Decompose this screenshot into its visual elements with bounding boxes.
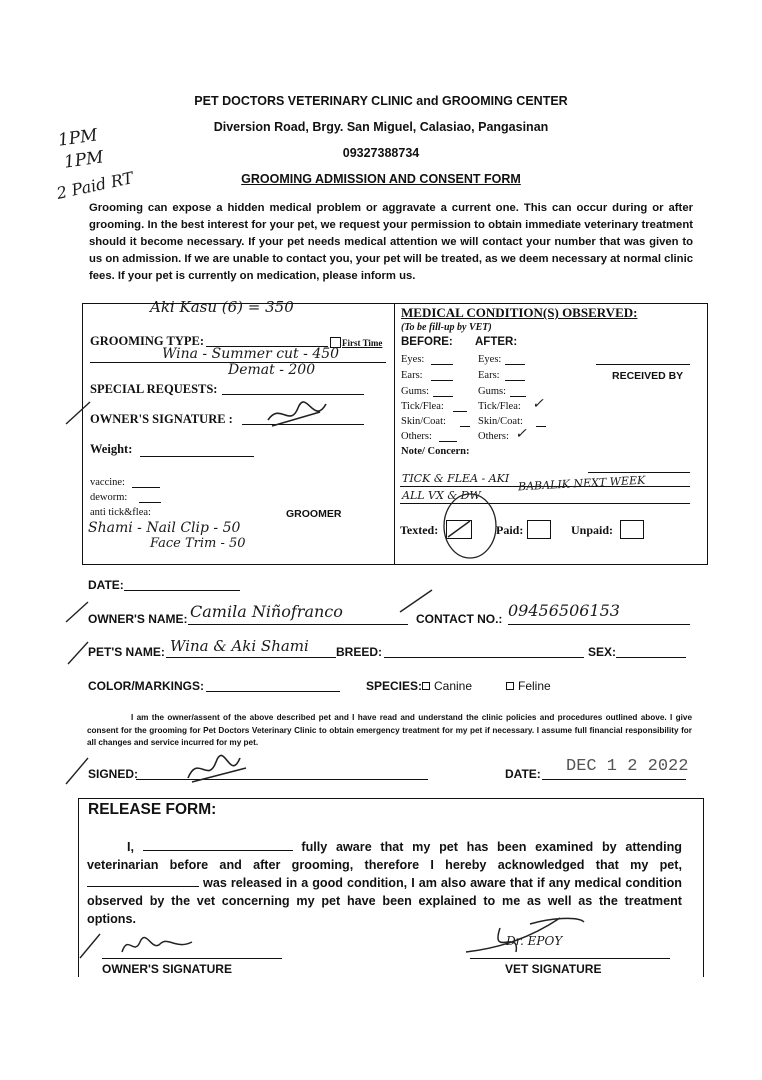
before-others: Others:: [401, 431, 432, 442]
sex-field[interactable]: [616, 657, 686, 658]
note-hand-babalik: BABALIK NEXT WEEK: [517, 473, 646, 494]
hand-wina-summer: Wina - Summer cut - 450: [162, 346, 340, 362]
date-label: DATE:: [88, 578, 124, 592]
paid-checkbox[interactable]: [527, 520, 551, 539]
anti-tick-label: anti tick&flea:: [90, 507, 151, 518]
note-concern-label: Note/ Concern:: [401, 446, 470, 457]
margin-note-1: 1PM: [56, 125, 99, 151]
after-ears: Ears:: [478, 370, 500, 381]
after-eyes: Eyes:: [478, 354, 502, 365]
before-skin-coat: Skin/Coat:: [401, 416, 446, 427]
note-hand-tick-flea: TICK & FLEA - AKI: [402, 472, 510, 485]
margin-note-3: 2 Paid RT: [54, 168, 135, 203]
clinic-phone: 09327388734: [342, 146, 420, 160]
before-eyes-field[interactable]: [431, 364, 453, 365]
after-label: AFTER:: [475, 336, 518, 348]
feline-checkbox[interactable]: [506, 682, 514, 690]
note-line-1[interactable]: [588, 472, 690, 473]
owner-name-label: OWNER'S NAME:: [88, 612, 188, 626]
clinic-name: PET DOCTORS VETERINARY CLINIC and GROOMING CENTER: [194, 94, 568, 108]
check-mark-left: [64, 400, 94, 426]
intro-paragraph: Grooming can expose a hidden medical problem or aggravate a current one. This can occur during or after grooming. In the best interest for your pet, we request your permission to obtain immediate veterinary treatment should it become necessary. If your pet needs medical attention we will contact your number that was given to us on admission. If we are unable to contact you, your pet will be treated, as we deem necessary at normal clinic fees. If your pet is currently on medication, please inform us.: [89, 202, 693, 282]
before-others-field[interactable]: [439, 441, 457, 442]
sex-label: SEX:: [588, 645, 617, 659]
before-tick-flea-field[interactable]: [453, 411, 467, 412]
breed-field[interactable]: [384, 657, 584, 658]
hand-aki-kasu: Aki Kasu (6) = 350: [150, 298, 294, 316]
color-markings-label: COLOR/MARKINGS:: [88, 679, 204, 693]
before-ears-field[interactable]: [431, 380, 453, 381]
check-mark-signed: [64, 756, 90, 786]
hand-demat: Demat - 200: [228, 362, 316, 378]
before-ears: Ears:: [401, 370, 423, 381]
check-mark-release: [78, 932, 102, 960]
before-skin-coat-field[interactable]: [460, 426, 470, 427]
date-field[interactable]: [124, 590, 240, 591]
date-stamp: DEC 1 2 2022: [566, 757, 689, 776]
received-by-label: RECEIVED BY: [612, 370, 684, 382]
release-owner-signature-scribble: [118, 930, 198, 960]
special-requests-field[interactable]: [222, 394, 364, 395]
owner-name-field[interactable]: [188, 624, 408, 625]
check-mark-owner: [64, 600, 90, 624]
after-tick-flea-check: ✓: [532, 396, 544, 412]
medical-condition-title: MEDICAL CONDITION(S) OBSERVED:: [401, 305, 638, 320]
grooming-type-label: GROOMING TYPE:: [90, 334, 205, 348]
unpaid-checkbox[interactable]: [620, 520, 644, 539]
check-mark-pet: [66, 640, 90, 666]
release-owner-name-field[interactable]: [143, 839, 293, 851]
before-tick-flea: Tick/Flea:: [401, 401, 444, 412]
release-i-label: I,: [127, 840, 134, 854]
contact-field[interactable]: [508, 624, 690, 625]
after-others-check: ✓: [515, 426, 527, 442]
vaccine-field[interactable]: [132, 487, 160, 488]
contact-label: CONTACT NO.:: [416, 612, 503, 626]
special-requests-label: SPECIAL REQUESTS:: [90, 382, 218, 396]
before-gums: Gums:: [401, 386, 430, 397]
canine-label: Canine: [434, 679, 473, 693]
check-mark-contact: [398, 588, 434, 614]
pet-name-field[interactable]: [166, 657, 336, 658]
release-pet-name-field[interactable]: [87, 875, 199, 887]
unpaid-label: Unpaid:: [571, 523, 614, 537]
texted-label: Texted:: [400, 523, 439, 537]
texted-circle: [440, 488, 500, 560]
after-skin-coat-field[interactable]: [536, 426, 546, 427]
feline-label: Feline: [518, 679, 551, 693]
release-text-part1: fully aware that my pet has been examined by attending veterinarian before and after grooming, therefore I hereby acknowledged that my pet,: [87, 840, 683, 872]
vet-signature-label: VET SIGNATURE: [505, 962, 602, 976]
pet-name-label: PET'S NAME:: [88, 645, 165, 659]
signed-label: SIGNED:: [88, 767, 139, 781]
after-ears-field[interactable]: [505, 380, 525, 381]
owner-signature-label: OWNER'S SIGNATURE :: [90, 412, 233, 426]
after-tick-flea: Tick/Flea:: [478, 401, 521, 412]
weight-label: Weight:: [90, 442, 133, 456]
paid-label: Paid:: [496, 523, 524, 537]
after-eyes-field[interactable]: [505, 364, 525, 365]
hand-face-trim: Face Trim - 50: [150, 536, 246, 551]
form-title: GROOMING ADMISSION AND CONSENT FORM: [241, 172, 521, 186]
vet-name-hand: Dr. EPOY: [506, 934, 563, 948]
after-others: Others:: [478, 431, 509, 442]
after-skin-coat: Skin/Coat:: [478, 416, 523, 427]
species-label: SPECIES:: [366, 679, 423, 693]
date-label-2: DATE:: [505, 767, 541, 781]
vaccine-label: vaccine:: [90, 477, 125, 488]
breed-label: BREED:: [336, 645, 383, 659]
box-divider: [394, 303, 395, 565]
color-markings-field[interactable]: [206, 691, 340, 692]
after-gums: Gums:: [478, 386, 507, 397]
weight-field[interactable]: [140, 456, 254, 457]
medical-condition-subtitle: (To be fill-up by VET): [401, 322, 492, 333]
release-text-part2: was released in a good condition, I am also aware that if any medical condition observed by the vet concerning my pet have been explained to me as well as the treatment options.: [87, 876, 682, 926]
received-by-field[interactable]: [596, 364, 690, 365]
note-hand-vx-dw: ALL VX & DW: [402, 489, 481, 502]
release-form-title: RELEASE FORM:: [88, 801, 217, 818]
owner-signature-scribble: [262, 398, 332, 432]
after-gums-field[interactable]: [510, 396, 526, 397]
pet-name-value: Wina & Aki Shami: [170, 637, 309, 655]
first-time-label: First Time: [342, 338, 383, 348]
contact-value: 09456506153: [508, 601, 620, 620]
signed-signature-scribble: [184, 748, 254, 788]
before-eyes: Eyes:: [401, 354, 425, 365]
deworm-label: deworm:: [90, 492, 128, 503]
release-owner-signature-label: OWNER'S SIGNATURE: [102, 962, 232, 976]
margin-note-2: 1PM: [62, 147, 105, 173]
canine-checkbox[interactable]: [422, 682, 430, 690]
groomer-label: GROOMER: [286, 508, 342, 520]
consent-text: I am the owner/assent of the above described pet and I have read and understand the clinic policies and procedures outlined above. I give consent for the grooming for Pet Doctors Veterinary Clinic to obtain emergency treatment for my pet if necessary. I assume full financial responsibility for all changes and service incurred for my pet.: [87, 713, 692, 747]
before-gums-field[interactable]: [433, 396, 453, 397]
hand-shami-nail: Shami - Nail Clip - 50: [88, 520, 241, 536]
clinic-address: Diversion Road, Brgy. San Miguel, Calasiao, Pangasinan: [213, 120, 549, 134]
release-form-body: [87, 838, 682, 928]
before-label: BEFORE:: [401, 336, 453, 348]
date-field-2[interactable]: [542, 779, 686, 780]
deworm-field[interactable]: [139, 502, 161, 503]
owner-name-value: Camila Niñofranco: [190, 602, 343, 621]
signed-field[interactable]: [136, 779, 428, 780]
